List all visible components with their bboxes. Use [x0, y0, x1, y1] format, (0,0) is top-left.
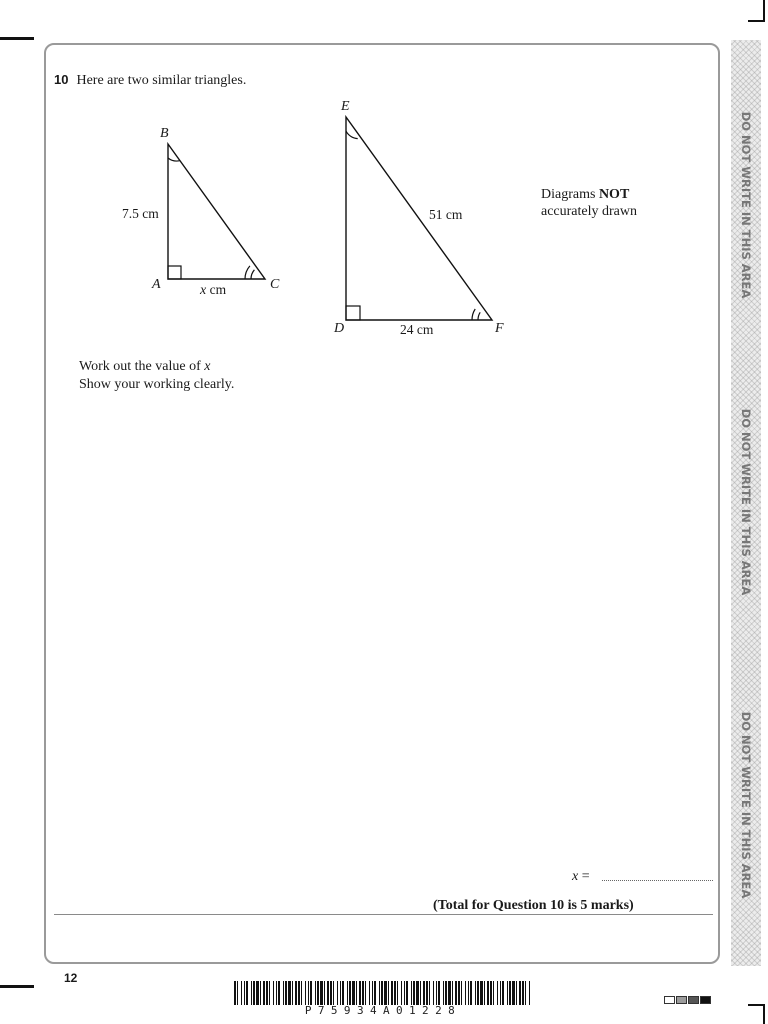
barcode-bar — [340, 981, 341, 1005]
barcode-bar — [420, 981, 421, 1005]
barcode-bar — [490, 981, 492, 1005]
margin-warning-3: DO NOT WRITE IN THIS AREA — [739, 711, 753, 899]
barcode-bar — [519, 981, 521, 1005]
barcode-bar — [320, 981, 323, 1005]
instruction-line2: Show your working clearly. — [79, 376, 235, 392]
barcode-bar — [324, 981, 325, 1005]
barcode-bar — [406, 981, 408, 1005]
barcode-bar — [509, 981, 511, 1005]
note-emphasis: NOT — [598, 187, 630, 202]
diagram-note — [541, 186, 637, 220]
barcode-bar — [283, 981, 284, 1005]
side-ef-label: 51 cm — [429, 207, 463, 222]
barcode-bar — [330, 981, 332, 1005]
barcode-bar — [529, 981, 530, 1005]
barcode-bar — [448, 981, 451, 1005]
barcode-bar — [461, 981, 462, 1005]
barcode-bar — [512, 981, 515, 1005]
vertex-e-label: E — [341, 99, 350, 114]
barcode-bar — [500, 981, 501, 1005]
barcode-bar — [359, 981, 361, 1005]
margin-warning-1: DO NOT WRITE IN THIS AREA — [739, 111, 753, 299]
side-ac-unit: cm — [206, 282, 227, 297]
barcode-bar — [436, 981, 437, 1005]
answer-equals: = — [578, 869, 590, 884]
barcode-bar — [237, 981, 238, 1005]
barcode-bar — [452, 981, 453, 1005]
barcode-bar — [423, 981, 425, 1005]
side-ac-label — [200, 282, 226, 299]
question-end-rule — [54, 914, 713, 915]
swatch-light-grey — [676, 996, 687, 1004]
triangle-def — [346, 117, 492, 320]
barcode-bar — [308, 981, 309, 1005]
barcode-bar — [522, 981, 524, 1005]
barcode-bar — [349, 981, 351, 1005]
barcode-bar — [365, 981, 366, 1005]
barcode-bar — [438, 981, 440, 1005]
vertex-c-label: C — [270, 277, 280, 292]
vertex-f-label: F — [495, 321, 504, 336]
barcode-bar — [298, 981, 300, 1005]
barcode-bar — [310, 981, 312, 1005]
barcode-bar — [273, 981, 274, 1005]
barcode-bar — [443, 981, 444, 1005]
barcode-bar — [362, 981, 364, 1005]
barcode-bar — [374, 981, 376, 1005]
question-instructions — [79, 358, 234, 393]
side-ab-label: 7.5 cm — [122, 206, 159, 221]
barcode-bar — [480, 981, 483, 1005]
vertex-d-label: D — [334, 321, 345, 336]
barcode-bar — [484, 981, 485, 1005]
swatch-white — [664, 996, 675, 1004]
barcode-bar — [502, 981, 504, 1005]
barcode-bar — [241, 981, 242, 1005]
barcode-bar — [369, 981, 370, 1005]
barcode-bar — [391, 981, 393, 1005]
barcode-bar — [477, 981, 479, 1005]
barcode-bar — [278, 981, 280, 1005]
barcode-bar — [475, 981, 476, 1005]
barcode-bar — [260, 981, 261, 1005]
barcode-bar — [468, 981, 469, 1005]
triangle-abc — [168, 144, 265, 279]
barcode-bar — [315, 981, 316, 1005]
barcode-bar — [317, 981, 319, 1005]
barcode-bar — [352, 981, 355, 1005]
barcode-bar — [404, 981, 405, 1005]
barcode-bar — [305, 981, 306, 1005]
barcode-bar — [347, 981, 348, 1005]
page-number: 12 — [64, 971, 78, 985]
barcode-bar — [458, 981, 460, 1005]
barcode-bar — [301, 981, 302, 1005]
barcode-bar — [416, 981, 419, 1005]
barcode-bar — [433, 981, 434, 1005]
side-df-label: 24 cm — [400, 322, 434, 337]
barcode-bar — [397, 981, 398, 1005]
barcode-bar — [333, 981, 334, 1005]
vertex-b-label: B — [160, 126, 169, 141]
barcode-bar — [263, 981, 265, 1005]
answer-prompt — [572, 869, 590, 885]
barcode-bar — [288, 981, 291, 1005]
barcode-bar — [269, 981, 270, 1005]
note-prefix: Diagrams — [541, 187, 596, 202]
answer-field[interactable] — [602, 880, 713, 881]
question-total-marks: (Total for Question 10 is 5 marks) — [433, 898, 634, 913]
answer-variable: x — [572, 869, 579, 884]
instruction-line1: Work out the value of — [79, 359, 201, 374]
instruction-variable: x — [204, 359, 211, 374]
barcode-bar — [234, 981, 236, 1005]
barcode-bar — [256, 981, 259, 1005]
barcode-bar — [525, 981, 526, 1005]
barcode-bar — [470, 981, 472, 1005]
margin-warning-2: DO NOT WRITE IN THIS AREA — [739, 408, 753, 596]
barcode-bar — [372, 981, 373, 1005]
swatch-dark-grey — [688, 996, 699, 1004]
barcode-bar — [426, 981, 428, 1005]
barcode-bar — [384, 981, 387, 1005]
vertex-a-label: A — [152, 277, 161, 292]
barcode-bar — [429, 981, 430, 1005]
barcode-bar — [516, 981, 517, 1005]
side-ac-variable: x — [200, 283, 207, 298]
swatch-black — [700, 996, 711, 1004]
barcode-bar — [493, 981, 494, 1005]
barcode-bar — [381, 981, 383, 1005]
barcode-bar — [394, 981, 396, 1005]
barcode-bar — [411, 981, 412, 1005]
question-number: 10 — [54, 72, 69, 87]
barcode-bar — [246, 981, 248, 1005]
barcode-bar — [497, 981, 498, 1005]
barcode-bar — [292, 981, 293, 1005]
barcode-bar — [337, 981, 338, 1005]
barcode-bar — [445, 981, 447, 1005]
barcode-bar — [455, 981, 457, 1005]
barcode-bar — [413, 981, 415, 1005]
barcode-bar — [356, 981, 357, 1005]
barcode-bar — [327, 981, 329, 1005]
barcode-bar — [388, 981, 389, 1005]
barcode-bar — [253, 981, 255, 1005]
barcode-bar — [379, 981, 380, 1005]
barcode — [234, 981, 532, 1005]
barcode-bar — [342, 981, 344, 1005]
barcode-bar — [401, 981, 402, 1005]
barcode-bar — [507, 981, 508, 1005]
barcode-bar — [266, 981, 268, 1005]
barcode-bar — [276, 981, 277, 1005]
barcode-number: P75934A01228 — [304, 1004, 462, 1017]
barcode-bar — [465, 981, 466, 1005]
question-intro: Here are two similar triangles. — [76, 73, 247, 88]
barcode-bar — [487, 981, 489, 1005]
note-line2: accurately drawn — [541, 204, 637, 219]
barcode-bar — [285, 981, 287, 1005]
barcode-bar — [244, 981, 245, 1005]
barcode-bar — [295, 981, 297, 1005]
print-colour-swatches — [664, 996, 712, 1004]
barcode-bar — [251, 981, 252, 1005]
